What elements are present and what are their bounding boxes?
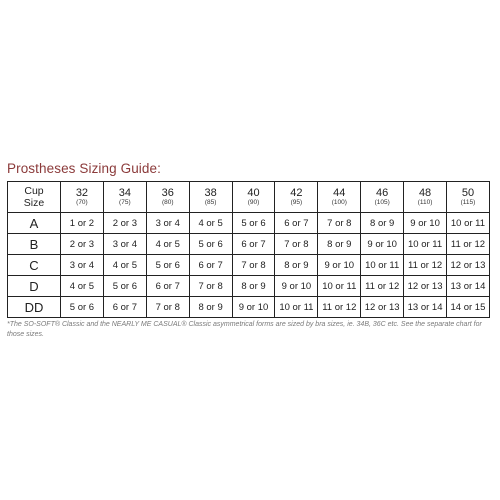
band-size-header <box>232 182 275 213</box>
prosthesis-size-cell: 11 or 12 <box>447 234 490 255</box>
cup-size-header-line2: Size <box>23 197 45 209</box>
prosthesis-size-cell: 9 or 10 <box>275 276 318 297</box>
prosthesis-size-cell: 5 or 6 <box>103 276 146 297</box>
band-size-header <box>318 182 361 213</box>
band-size-header <box>103 182 146 213</box>
prosthesis-size-cell: 7 or 8 <box>232 255 275 276</box>
prosthesis-size-cell: 9 or 10 <box>361 234 404 255</box>
band-size-number: 42 <box>290 187 303 199</box>
band-size-number: 46 <box>376 187 389 199</box>
band-size-header <box>404 182 447 213</box>
table-row <box>8 297 490 318</box>
prosthesis-size-cell: 12 or 13 <box>447 255 490 276</box>
cup-size-label: D <box>8 276 61 297</box>
footnote: *The SO-SOFT® Classic and the NEARLY ME CASUAL® Classic asymmetrical forms are sized by bra sizes, ie. 34B, 36C etc. See the separate chart for those sizes. <box>7 321 482 338</box>
prosthesis-size-cell: 4 or 5 <box>189 213 232 234</box>
band-size-number: 40 <box>247 187 260 199</box>
table-row <box>8 213 490 234</box>
prosthesis-size-cell: 12 or 13 <box>361 297 404 318</box>
prosthesis-size-cell: 7 or 8 <box>146 297 189 318</box>
prosthesis-size-cell: 10 or 11 <box>275 297 318 318</box>
prosthesis-size-cell: 11 or 12 <box>404 255 447 276</box>
page-title: Prostheses Sizing Guide: <box>7 161 161 176</box>
prosthesis-size-cell: 10 or 11 <box>404 234 447 255</box>
table-row <box>8 255 490 276</box>
prosthesis-size-cell: 6 or 7 <box>189 255 232 276</box>
table-body <box>8 213 490 318</box>
prosthesis-size-cell: 5 or 6 <box>61 297 104 318</box>
prosthesis-size-cell: 11 or 12 <box>318 297 361 318</box>
prosthesis-size-cell: 4 or 5 <box>61 276 104 297</box>
prosthesis-size-cell: 8 or 9 <box>318 234 361 255</box>
prosthesis-size-cell: 13 or 14 <box>447 276 490 297</box>
prosthesis-size-cell: 3 or 4 <box>103 234 146 255</box>
band-size-header <box>275 182 318 213</box>
prosthesis-size-cell: 6 or 7 <box>146 276 189 297</box>
prosthesis-size-cell: 12 or 13 <box>404 276 447 297</box>
band-size-metric: (80) <box>161 199 174 206</box>
band-size-number: 38 <box>204 187 217 199</box>
band-size-metric: (95) <box>290 199 303 206</box>
prosthesis-size-cell: 10 or 11 <box>361 255 404 276</box>
band-size-metric: (105) <box>374 199 390 206</box>
prosthesis-size-cell: 9 or 10 <box>404 213 447 234</box>
prosthesis-size-cell: 4 or 5 <box>146 234 189 255</box>
prosthesis-size-cell: 3 or 4 <box>61 255 104 276</box>
table-header-row <box>8 182 490 213</box>
band-size-header <box>189 182 232 213</box>
cup-size-label: DD <box>8 297 61 318</box>
prosthesis-size-cell: 14 or 15 <box>447 297 490 318</box>
prosthesis-size-cell: 4 or 5 <box>103 255 146 276</box>
prosthesis-size-cell: 6 or 7 <box>232 234 275 255</box>
band-size-header <box>361 182 404 213</box>
table-row <box>8 276 490 297</box>
cup-size-label: B <box>8 234 61 255</box>
prosthesis-size-cell: 7 or 8 <box>189 276 232 297</box>
cup-size-label: C <box>8 255 61 276</box>
band-size-metric: (115) <box>460 199 476 206</box>
cup-size-label: A <box>8 213 61 234</box>
prosthesis-size-cell: 10 or 11 <box>447 213 490 234</box>
prosthesis-size-cell: 3 or 4 <box>146 213 189 234</box>
prosthesis-size-cell: 9 or 10 <box>318 255 361 276</box>
band-size-number: 44 <box>333 187 346 199</box>
prosthesis-size-cell: 8 or 9 <box>275 255 318 276</box>
cup-size-header <box>8 182 61 213</box>
prosthesis-size-cell: 8 or 9 <box>361 213 404 234</box>
band-size-header <box>447 182 490 213</box>
prosthesis-size-cell: 9 or 10 <box>232 297 275 318</box>
band-size-metric: (110) <box>417 199 433 206</box>
prosthesis-size-cell: 2 or 3 <box>61 234 104 255</box>
sizing-table <box>7 181 490 318</box>
prosthesis-size-cell: 5 or 6 <box>189 234 232 255</box>
band-size-header <box>61 182 104 213</box>
prosthesis-size-cell: 10 or 11 <box>318 276 361 297</box>
prosthesis-size-cell: 8 or 9 <box>232 276 275 297</box>
prosthesis-size-cell: 5 or 6 <box>232 213 275 234</box>
band-size-metric: (90) <box>247 199 260 206</box>
band-size-metric: (100) <box>331 199 347 206</box>
prosthesis-size-cell: 1 or 2 <box>61 213 104 234</box>
prosthesis-size-cell: 6 or 7 <box>275 213 318 234</box>
band-size-number: 34 <box>118 187 131 199</box>
band-size-metric: (85) <box>204 199 217 206</box>
band-size-number: 48 <box>418 187 432 199</box>
cup-size-header-line1: Cup <box>24 185 44 197</box>
band-size-number: 50 <box>461 187 475 199</box>
prosthesis-size-cell: 7 or 8 <box>318 213 361 234</box>
band-size-metric: (75) <box>119 199 131 206</box>
prosthesis-size-cell: 8 or 9 <box>189 297 232 318</box>
band-size-metric: (70) <box>76 199 88 206</box>
table-row <box>8 234 490 255</box>
band-size-number: 36 <box>161 187 174 199</box>
prosthesis-size-cell: 6 or 7 <box>103 297 146 318</box>
prosthesis-size-cell: 2 or 3 <box>103 213 146 234</box>
prosthesis-size-cell: 5 or 6 <box>146 255 189 276</box>
prosthesis-size-cell: 7 or 8 <box>275 234 318 255</box>
prosthesis-size-cell: 13 or 14 <box>404 297 447 318</box>
band-size-number: 32 <box>75 187 89 199</box>
band-size-header <box>146 182 189 213</box>
prosthesis-size-cell: 11 or 12 <box>361 276 404 297</box>
